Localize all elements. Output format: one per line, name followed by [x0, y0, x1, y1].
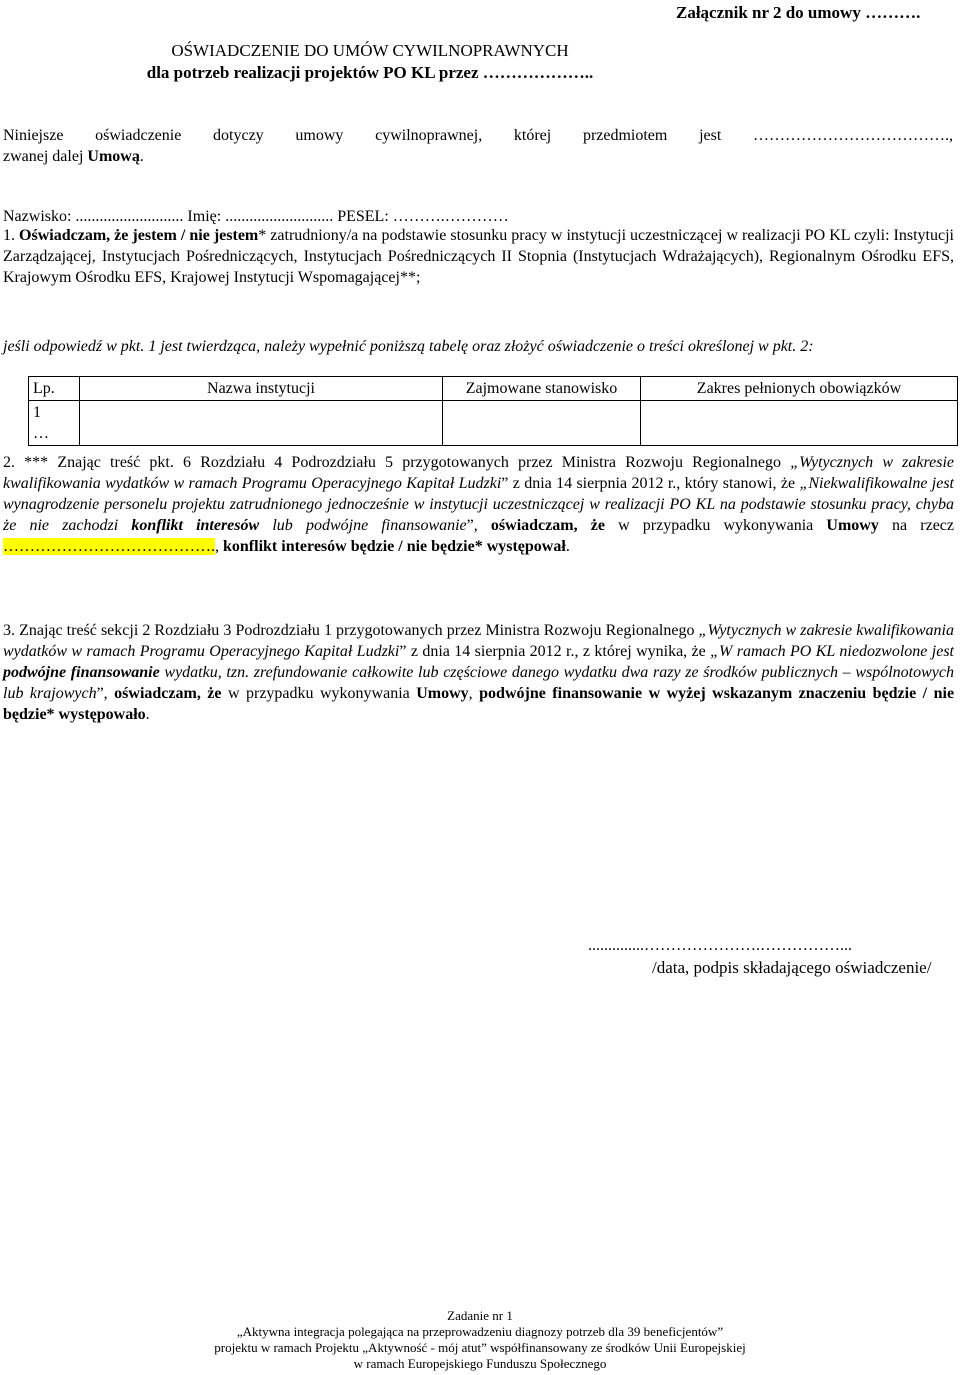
- point-3-umowy: Umowy: [416, 685, 469, 702]
- point-2-text: ,: [215, 538, 223, 555]
- point-2-declaration: oświadczam, że: [490, 517, 605, 534]
- point-2-conflict-of-interest: konflikt interesów: [131, 517, 260, 534]
- footer-fund: w ramach Europejskiego Funduszu Społecznego: [353, 1356, 607, 1371]
- point-3-quote: „W ramach PO KL niedozwolone jest: [710, 643, 955, 660]
- point-3-double-financing: podwójne finansowanie: [3, 664, 160, 681]
- cell-lp-ellipsis: …: [33, 425, 49, 442]
- cell-institution-name[interactable]: [80, 401, 443, 446]
- point-3-text: ” z dnia 14 sierpnia 2012 r., z której wynika, że: [399, 643, 711, 660]
- intro-line-1: Niniejsze oświadczenie dotyczy umowy cywilnoprawnej, której przedmiotem jest ……………………………….,: [3, 127, 953, 144]
- header-lp: Lp.: [29, 377, 80, 401]
- point-2-quote-end: lub podwójne finansowanie: [259, 517, 467, 534]
- point-3-text: ,: [468, 685, 480, 702]
- signature-label: /data, podpis składającego oświadczenie/: [652, 958, 932, 977]
- point-1-bold: Oświadczam, że jestem / nie jestem: [19, 227, 259, 244]
- annex-label: Załącznik nr 2 do umowy ……….: [676, 3, 921, 22]
- point-1-text: * zatrudniony/a na podstawie stosunku pracy w instytucji uczestniczącej w realizacji PO KL czyli: Instytucji Zarządzającej, Instytucjach Pośredniczących, Instytucjach Pośredniczących II Stopnia (Instytucjach Wdrażających), Regionalnym Ośrodku EFS, Krajowym Ośrodku EFS, Krajowej Instytucji Wspomagającej**;: [3, 227, 954, 286]
- point-2-text: *** Znając treść pkt. 6 Rozdziału 4 Podrozdziału 5 przygotowanych przez Ministra Rozwoju Regionalnego: [15, 454, 791, 471]
- point-3-number: 3.: [3, 622, 15, 639]
- point-2-beneficiary-blank[interactable]: ………………………………….: [3, 538, 215, 555]
- institution-table: [28, 376, 958, 446]
- footer-project: projektu w ramach Projektu „Aktywność - mój atut” współfinansowany ze środków Unii Europejskiej: [214, 1340, 746, 1355]
- point-2-conflict-statement: konflikt interesów będzie / nie będzie* występował: [223, 538, 566, 555]
- point-3: [3, 620, 954, 725]
- cell-position[interactable]: [443, 401, 641, 446]
- point-3-text: ”,: [96, 685, 115, 702]
- point-2-text: ” z dnia 14 sierpnia 2012 r., który stanowi, że: [501, 475, 800, 492]
- point-1-note: jeśli odpowiedź w pkt. 1 jest twierdząca, należy wypełnić poniższą tabelę oraz złożyć oświadczenie o treści określonej w pkt. 2:: [3, 338, 814, 355]
- point-2-guidelines-title: „Wytycznych w zakresie kwalifikowania wydatków w ramach Programu Operacyjnego Kapitał Ludzki: [3, 454, 954, 492]
- point-3-declaration: oświadczam, że: [114, 685, 222, 702]
- cell-scope[interactable]: [641, 401, 958, 446]
- cell-lp: [29, 401, 80, 446]
- point-2-umowy: Umowy: [826, 517, 879, 534]
- footer-task: Zadanie nr 1: [447, 1308, 513, 1323]
- table-row: [29, 401, 958, 446]
- point-2-number: 2.: [3, 454, 15, 471]
- document-title: OŚWIADCZENIE DO UMÓW CYWILNOPRAWNYCH: [171, 41, 569, 60]
- point-1-number: 1.: [3, 227, 15, 244]
- intro-text: zwanej dalej: [3, 148, 88, 165]
- point-1: [3, 225, 954, 288]
- footer-task-title: „Aktywna integracja polegająca na przeprowadzeniu diagnozy potrzeb dla 39 beneficjentów”: [236, 1324, 724, 1339]
- intro-end: .: [139, 148, 144, 165]
- point-3-text: w przypadku wykonywania: [221, 685, 417, 702]
- document-subtitle: dla potrzeb realizacji projektów PO KL przez ………………..: [146, 63, 594, 82]
- point-3-quote-end: wydatku, tzn. zrefundowanie całkowite lub częściowe danego wydatku dwa razy ze środków publicznych – wspólnotowych lub krajowych: [3, 664, 955, 702]
- point-2-text: na rzecz: [878, 517, 954, 534]
- table-header-row: [29, 377, 958, 401]
- point-2-quote: „Niekwalifikowalne jest wynagrodzenie personelu projektu zatrudnionego jednocześnie w instytucji uczestniczącej w realizacji PO KL na podstawie stosunku pracy, chyba że nie zachodzi: [3, 475, 955, 534]
- header-institution-name: Nazwa instytucji: [80, 377, 443, 401]
- cell-lp-number: 1: [33, 404, 41, 421]
- point-2-text: .: [565, 538, 570, 555]
- point-3-text: .: [145, 706, 150, 723]
- header-position: Zajmowane stanowisko: [443, 377, 641, 401]
- intro-line-2: [3, 146, 953, 167]
- intro-paragraph: [3, 125, 953, 167]
- point-2-text: w przypadku wykonywania: [604, 517, 827, 534]
- header-scope: Zakres pełnionych obowiązków: [641, 377, 958, 401]
- personal-data-fields: Nazwisko: ........................... Imię: ........................... PESEL: ……….…………: [3, 208, 509, 225]
- footer: [0, 1308, 960, 1372]
- point-3-guidelines-title: „Wytycznych w zakresie kwalifikowania wydatków w ramach Programu Operacyjnego Kapitał Ludzki: [3, 622, 954, 660]
- point-3-financing-statement: podwójne finansowanie w wyżej wskazanym znaczeniu będzie / nie będzie* występowało: [3, 685, 955, 723]
- point-3-text: Znając treść sekcji 2 Rozdziału 3 Podrozdziału 1 przygotowanych przez Ministra Rozwoju Regionalnego: [15, 622, 699, 639]
- point-2: [3, 452, 954, 557]
- signature-line[interactable]: ..............………………….……………...: [588, 937, 852, 954]
- point-2-text: ”,: [466, 517, 491, 534]
- intro-umowa: Umową: [87, 148, 140, 165]
